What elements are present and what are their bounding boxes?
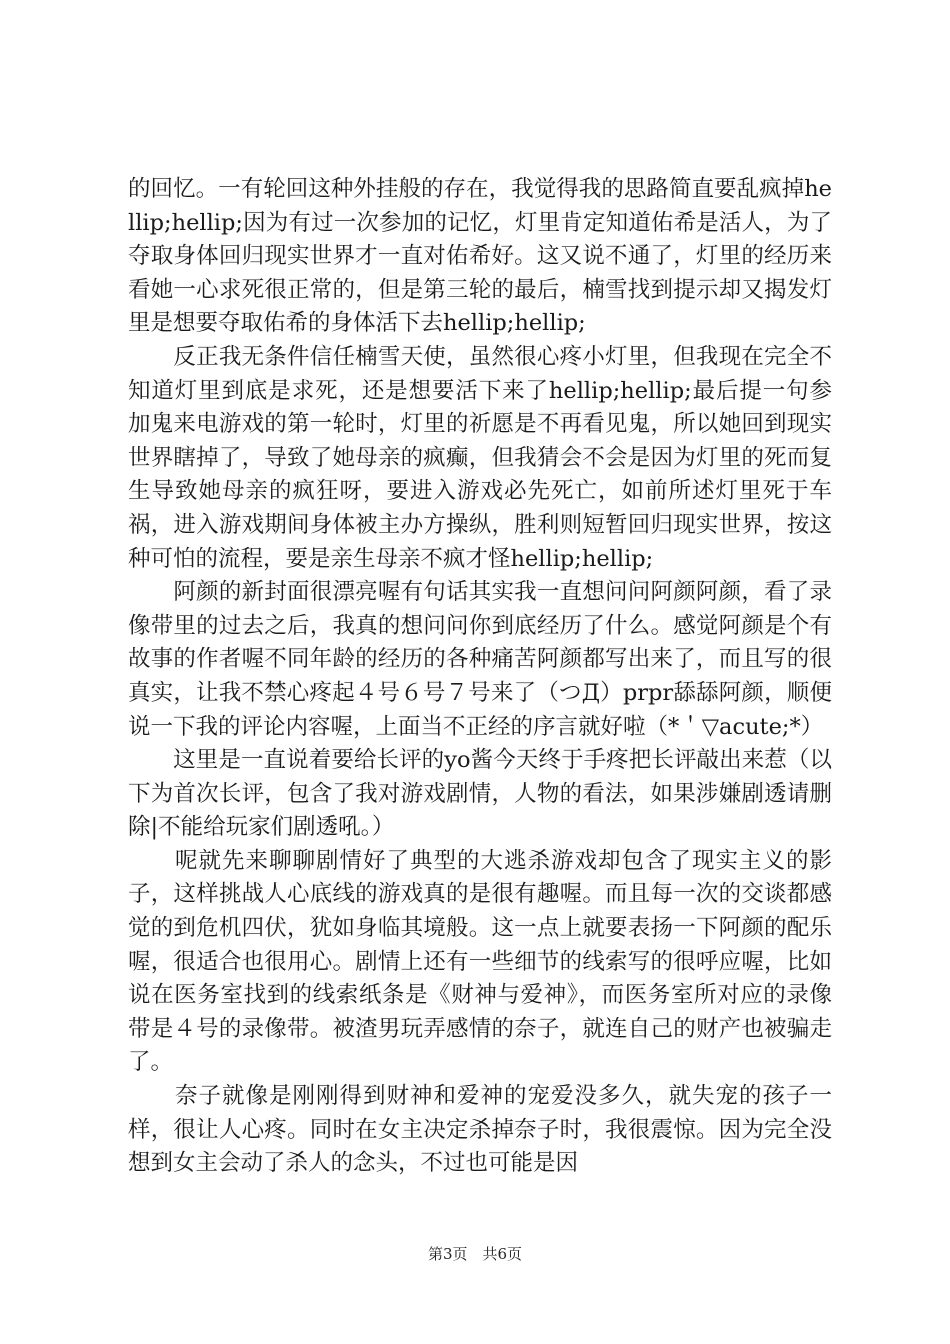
body-text	[128, 173, 832, 1181]
paragraph-1: 的回忆。一有轮回这种外挂般的存在，我觉得我的思路简直要乱疯掉hellip;hellip;因为有过一次参加的记忆，灯里肯定知道佑希是活人，为了夺取身体回归现实世界才一直对佑希好。这又说不通了，灯里的经历来看她一心求死很正常的，但是第三轮的最后，楠雪找到提示却又揭发灯里是想要夺取佑希的身体活下去hellip;hellip;	[128, 176, 832, 337]
paragraph-5: 呢就先来聊聊剧情好了典型的大逃杀游戏却包含了现实主义的影子，这样挑战人心底线的游戏真的是很有趣喔。而且每一次的交谈都感觉的到危机四伏，犹如身临其境般。这一点上就要表扬一下阿颜的配乐喔，很适合也很用心。剧情上还有一些细节的线索写的很呼应喔，比如说在医务室找到的线索纸条是《财神与爱神》，而医务室所对应的录像带是４号的录像带。被渣男玩弄感情的奈子，就连自己的财产也被骗走了。	[128, 847, 832, 1076]
paragraph-3: 阿颜的新封面很漂亮喔有句话其实我一直想问问阿颜阿颜，看了录像带里的过去之后，我真的想问问你到底经历了什么。感觉阿颜是个有故事的作者喔不同年龄的经历的各种痛苦阿颜都写出来了，而且写的很真实，让我不禁心疼起４号６号７号来了（つД）prpr舔舔阿颜，顺便说一下我的评论内容喔，上面当不正经的序言就好啦（*＇▽acute;*）	[128, 579, 832, 740]
paragraph-4: 这里是一直说着要给长评的yo酱今天终于手疼把长评敲出来惹（以下为首次长评，包含了我对游戏剧情，人物的看法，如果涉嫌剧透请删除|不能给玩家们剧透吼。）	[128, 747, 832, 841]
page-footer: 第3页 共6页	[427, 1245, 523, 1263]
paragraph-6: 奈子就像是刚刚得到财神和爱神的宠爱没多久，就失宠的孩子一样，很让人心疼。同时在女主决定杀掉奈子时，我很震惊。因为完全没想到女主会动了杀人的念头，不过也可能是因	[128, 1083, 832, 1177]
paragraph-2: 反正我无条件信任楠雪天使，虽然很心疼小灯里，但我现在完全不知道灯里到底是求死，还是想要活下来了hellip;hellip;最后提一句参加鬼来电游戏的第一轮时，灯里的祈愿是不再看见鬼，所以她回到现实世界瞎掉了，导致了她母亲的疯癫，但我猜会不会是因为灯里的死而复生导致她母亲的疯狂呀，要进入游戏必先死亡，如前所述灯里死于车祸，进入游戏期间身体被主办方操纵，胜利则短暂回归现实世界，按这种可怕的流程，要是亲生母亲不疯才怪hellip;hellip;	[128, 343, 832, 572]
